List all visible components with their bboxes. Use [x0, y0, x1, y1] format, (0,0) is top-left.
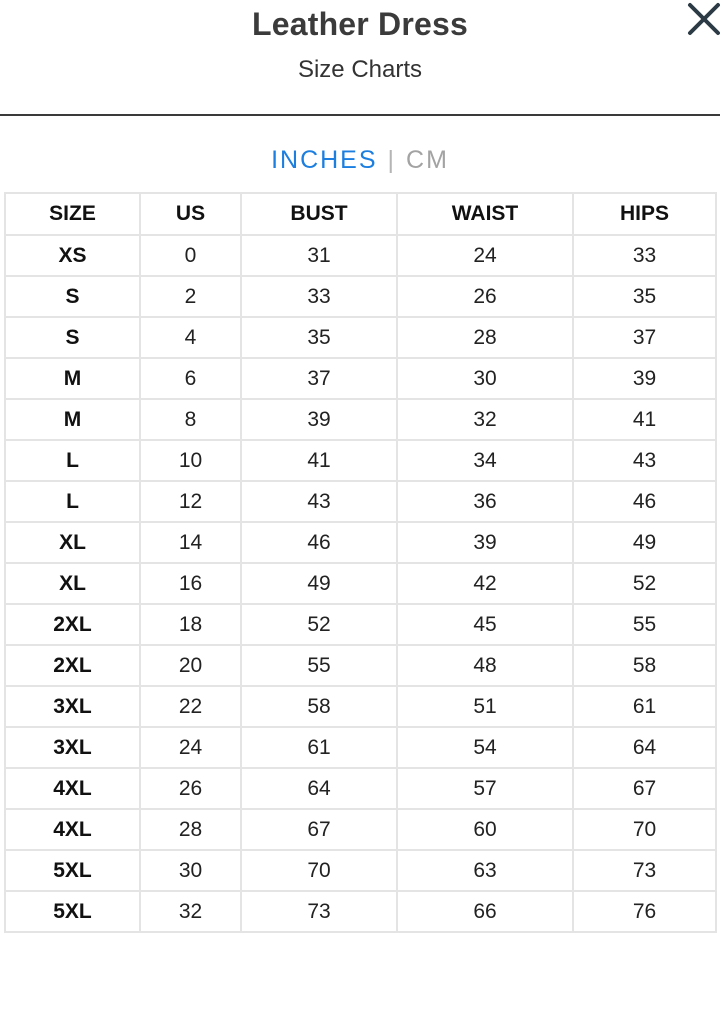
cell-size: 4XL	[5, 809, 140, 850]
cell-size: 3XL	[5, 686, 140, 727]
cell-waist: 36	[397, 481, 573, 522]
cell-us: 22	[140, 686, 241, 727]
table-row	[5, 276, 716, 317]
unit-cm-tab[interactable]: CM	[406, 146, 449, 174]
page-title: Leather Dress	[251, 6, 469, 42]
cell-size: 5XL	[5, 850, 140, 891]
cell-waist: 28	[397, 317, 573, 358]
cell-us: 18	[140, 604, 241, 645]
table-row	[5, 235, 716, 276]
table-row	[5, 645, 716, 686]
cell-waist: 24	[397, 235, 573, 276]
cell-bust: 64	[241, 768, 397, 809]
cell-bust: 73	[241, 891, 397, 932]
cell-bust: 35	[241, 317, 397, 358]
table-row	[5, 481, 716, 522]
cell-bust: 33	[241, 276, 397, 317]
table-row	[5, 522, 716, 563]
unit-inches-tab[interactable]: INCHES	[271, 146, 378, 174]
cell-size: S	[5, 317, 140, 358]
size-chart-header	[0, 0, 720, 116]
cell-us: 4	[140, 317, 241, 358]
cell-bust: 70	[241, 850, 397, 891]
cell-bust: 49	[241, 563, 397, 604]
table-header-row	[5, 193, 716, 235]
cell-size: XL	[5, 522, 140, 563]
cell-size: 5XL	[5, 891, 140, 932]
cell-us: 6	[140, 358, 241, 399]
cell-bust: 37	[241, 358, 397, 399]
close-button[interactable]	[684, 0, 720, 40]
unit-toggle	[0, 146, 720, 175]
cell-size: M	[5, 399, 140, 440]
cell-bust: 31	[241, 235, 397, 276]
cell-size: L	[5, 440, 140, 481]
cell-us: 10	[140, 440, 241, 481]
cell-us: 14	[140, 522, 241, 563]
cell-bust: 67	[241, 809, 397, 850]
column-header-size: SIZE	[5, 193, 140, 235]
cell-bust: 61	[241, 727, 397, 768]
table-row	[5, 727, 716, 768]
cell-hips: 61	[573, 686, 716, 727]
cell-size: 2XL	[5, 604, 140, 645]
cell-waist: 26	[397, 276, 573, 317]
table-row	[5, 440, 716, 481]
cell-hips: 76	[573, 891, 716, 932]
column-header-bust: BUST	[241, 193, 397, 235]
size-chart-table	[4, 192, 717, 933]
cell-us: 32	[140, 891, 241, 932]
cell-size: 2XL	[5, 645, 140, 686]
cell-size: M	[5, 358, 140, 399]
table-row	[5, 850, 716, 891]
cell-hips: 67	[573, 768, 716, 809]
cell-size: S	[5, 276, 140, 317]
cell-waist: 66	[397, 891, 573, 932]
page-subtitle: Size Charts	[297, 56, 423, 83]
cell-hips: 37	[573, 317, 716, 358]
unit-separator: |	[387, 146, 397, 174]
table-row	[5, 399, 716, 440]
cell-bust: 52	[241, 604, 397, 645]
column-header-us: US	[140, 193, 241, 235]
column-header-hips: HIPS	[573, 193, 716, 235]
table-row	[5, 809, 716, 850]
cell-waist: 63	[397, 850, 573, 891]
table-row	[5, 768, 716, 809]
cell-bust: 41	[241, 440, 397, 481]
cell-us: 20	[140, 645, 241, 686]
cell-us: 8	[140, 399, 241, 440]
table-row	[5, 563, 716, 604]
table-body	[5, 235, 716, 932]
cell-us: 16	[140, 563, 241, 604]
table-row	[5, 686, 716, 727]
cell-waist: 51	[397, 686, 573, 727]
cell-waist: 32	[397, 399, 573, 440]
cell-waist: 30	[397, 358, 573, 399]
cell-bust: 58	[241, 686, 397, 727]
cell-hips: 52	[573, 563, 716, 604]
cell-us: 24	[140, 727, 241, 768]
cell-size: 4XL	[5, 768, 140, 809]
cell-us: 30	[140, 850, 241, 891]
cell-hips: 43	[573, 440, 716, 481]
close-icon	[684, 0, 720, 40]
cell-size: XL	[5, 563, 140, 604]
cell-hips: 46	[573, 481, 716, 522]
cell-size: 3XL	[5, 727, 140, 768]
column-header-waist: WAIST	[397, 193, 573, 235]
cell-hips: 73	[573, 850, 716, 891]
cell-bust: 39	[241, 399, 397, 440]
cell-waist: 57	[397, 768, 573, 809]
cell-waist: 42	[397, 563, 573, 604]
table-row	[5, 604, 716, 645]
cell-waist: 34	[397, 440, 573, 481]
cell-us: 26	[140, 768, 241, 809]
cell-waist: 54	[397, 727, 573, 768]
cell-hips: 35	[573, 276, 716, 317]
cell-hips: 41	[573, 399, 716, 440]
cell-hips: 70	[573, 809, 716, 850]
table-row	[5, 891, 716, 932]
cell-waist: 48	[397, 645, 573, 686]
cell-hips: 55	[573, 604, 716, 645]
cell-us: 0	[140, 235, 241, 276]
cell-hips: 33	[573, 235, 716, 276]
table-row	[5, 358, 716, 399]
cell-hips: 39	[573, 358, 716, 399]
cell-size: XS	[5, 235, 140, 276]
cell-us: 2	[140, 276, 241, 317]
cell-waist: 39	[397, 522, 573, 563]
cell-size: L	[5, 481, 140, 522]
cell-us: 28	[140, 809, 241, 850]
cell-bust: 43	[241, 481, 397, 522]
cell-bust: 55	[241, 645, 397, 686]
cell-hips: 64	[573, 727, 716, 768]
cell-hips: 49	[573, 522, 716, 563]
cell-us: 12	[140, 481, 241, 522]
table-row	[5, 317, 716, 358]
cell-hips: 58	[573, 645, 716, 686]
cell-waist: 45	[397, 604, 573, 645]
cell-waist: 60	[397, 809, 573, 850]
cell-bust: 46	[241, 522, 397, 563]
